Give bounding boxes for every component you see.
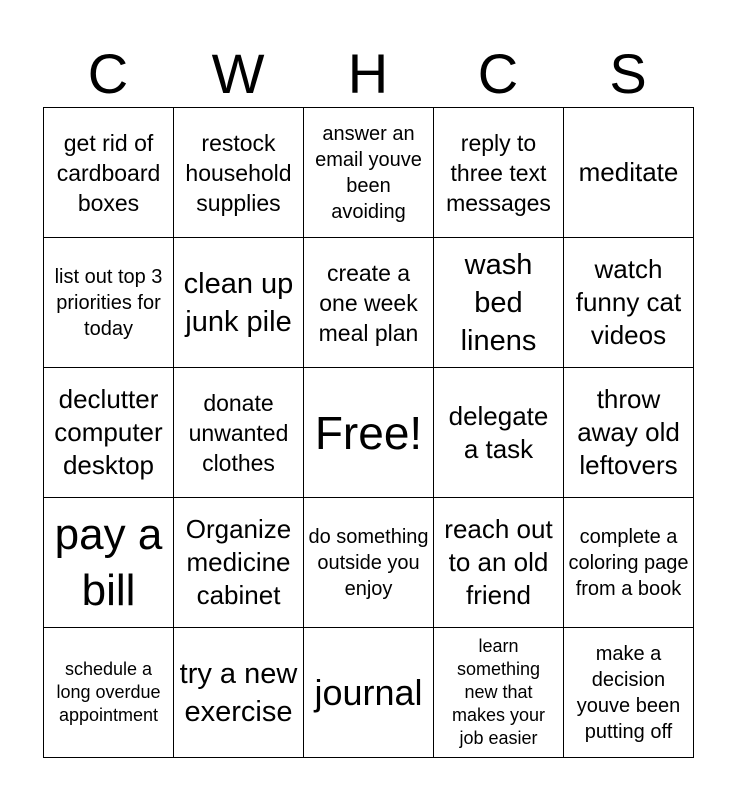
bingo-cell[interactable]	[434, 498, 564, 628]
bingo-cell[interactable]	[434, 628, 564, 758]
cell-text: get rid of cardboard boxes	[56, 129, 161, 216]
bingo-cell[interactable]	[174, 108, 304, 238]
cell-text: journal	[314, 671, 423, 713]
bingo-cell[interactable]	[434, 368, 564, 498]
bingo-cell[interactable]	[564, 498, 694, 628]
bingo-cell[interactable]	[564, 108, 694, 238]
bingo-cell[interactable]	[174, 238, 304, 368]
bingo-cell[interactable]	[174, 498, 304, 628]
cell-text: answer an email youve been avoiding	[315, 122, 422, 223]
cell-text: delegate a task	[448, 400, 549, 464]
header-letter-5: S	[609, 42, 647, 105]
cell-text: do something outside you enjoy	[308, 525, 429, 600]
cell-text: reply to three text messages	[446, 129, 551, 216]
cell-text: Organize medicine cabinet	[185, 514, 292, 610]
bingo-header	[43, 40, 693, 108]
bingo-cell[interactable]	[434, 238, 564, 368]
bingo-cell[interactable]	[174, 368, 304, 498]
bingo-cell[interactable]	[564, 238, 694, 368]
cell-text: watch funny cat videos	[575, 254, 682, 350]
header-letter-1: C	[87, 42, 129, 105]
bingo-cell[interactable]	[44, 108, 174, 238]
cell-text: wash bed linens	[460, 248, 537, 357]
cell-text: clean up junk pile	[183, 267, 294, 338]
bingo-cell[interactable]	[564, 368, 694, 498]
header-letter-3: H	[347, 42, 389, 105]
bingo-cell[interactable]	[304, 498, 434, 628]
bingo-cell[interactable]	[304, 238, 434, 368]
cell-text: complete a coloring page from a book	[568, 525, 689, 600]
cell-text: pay a bill	[54, 509, 163, 615]
bingo-cell[interactable]	[304, 368, 434, 498]
cell-text: try a new exercise	[179, 657, 298, 728]
header-letter-2: W	[211, 42, 265, 105]
cell-text: list out top 3 priorities for today	[54, 265, 163, 340]
bingo-board	[43, 107, 694, 758]
bingo-cell[interactable]	[44, 498, 174, 628]
free-space: Free!	[314, 406, 423, 459]
bingo-cell[interactable]	[304, 628, 434, 758]
cell-text: learn something new that makes your job easier	[451, 636, 546, 748]
bingo-cell[interactable]	[304, 108, 434, 238]
cell-text: donate unwanted clothes	[188, 389, 289, 476]
cell-text: declutter computer desktop	[54, 384, 163, 480]
cell-text: schedule a long overdue appointment	[56, 659, 161, 725]
cell-text: create a one week meal plan	[318, 259, 419, 346]
header-letter-4: C	[477, 42, 519, 105]
bingo-cell[interactable]	[44, 628, 174, 758]
cell-text: make a decision youve been putting off	[576, 642, 681, 743]
cell-text: reach out to an old friend	[444, 514, 553, 610]
cell-text: throw away old leftovers	[577, 384, 680, 480]
bingo-cell[interactable]	[44, 368, 174, 498]
bingo-cell[interactable]	[174, 628, 304, 758]
bingo-cell[interactable]	[564, 628, 694, 758]
bingo-cell[interactable]	[434, 108, 564, 238]
cell-text: meditate	[578, 157, 679, 187]
bingo-cell[interactable]	[44, 238, 174, 368]
cell-text: restock household supplies	[185, 129, 292, 216]
